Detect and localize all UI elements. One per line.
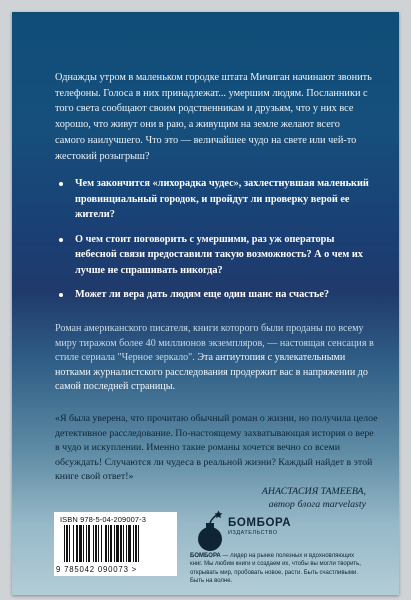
intro-paragraph: Однажды утром в маленьком городке штата Мичиган начинают звонить телефоны. Голоса в них принадлежат... умершим людям. Посланники с того света сообщают своим родственникам и друзьям, что у них все хорошо, что живут они в раю, а живущим на земле желают всего самого наилучшего. Что это — величайшее чудо на свете или чей-то жестокий розыгрыш? [55, 72, 372, 162]
description-highlight: Роман американского писателя, книги которого были проданы по всему миру тиражом более 40 миллионов экземпляров, — настоящая сенсация в стиле сериала "Черное зеркало". [55, 323, 374, 364]
question-text: Может ли вера дать людям еще один шанс на счастье? [75, 289, 330, 301]
quote-author [262, 485, 366, 511]
publisher-logo-text [228, 517, 291, 536]
question-list [55, 176, 377, 311]
publisher-name: БОМБОРА [228, 517, 292, 529]
bullet-icon [59, 182, 63, 186]
question-item [55, 232, 377, 279]
author-role: автор блога marvelasty [268, 499, 366, 511]
review-quote: «Я была уверена, что прочитаю обычный роман о жизни, но получила целое детективное расследование. По-настоящему захватывающая история о вере в чудо и искуплении. Именно такие романы хочется вечно со всеми обсуждать! Случаются ли чудеса в реальной жизни? Каждый найдет в этой книге свой ответ!» [55, 413, 378, 483]
bombora-logo-icon [190, 509, 230, 555]
publisher-tagline: — лидер на рынке полезных и вдохновляющих книг. Мы любим книги и создаем их, чтобы вы могли творить, открывать мир, пробовать новое, расти. Быть счастливыми. Быть на волне. [190, 553, 361, 585]
question-text: О чем стоит поговорить с умершими, раз уж операторы небесной связи предоставили такую возможность? А о чем их лучше не спрашивать никогда? [75, 233, 363, 277]
description-rest: Эта антиутопия с увлекательными нотками журналистского расследования продержит вас в напряжении до самой последней страницы. [55, 352, 368, 393]
question-item [55, 287, 377, 303]
question-text: Чем закончится «лихорадка чудес», захлестнувшая маленький провинциальный городок, и пройдут ли проверку верой ее жители? [75, 178, 369, 221]
question-item [55, 176, 377, 223]
author-name: АНАСТАСИЯ ТАМЕЕВА, [261, 486, 366, 497]
barcode-label [54, 512, 177, 576]
publisher-lead: БОМБОРА [190, 553, 221, 559]
bullet-icon [59, 238, 63, 242]
barcode-icon [64, 525, 170, 562]
description-paragraph [55, 322, 377, 395]
book-back-cover [12, 12, 399, 595]
publisher-subtitle: ИЗДАТЕЛЬСТВО [228, 530, 278, 536]
isbn-text: ISBN 978-5-04-209007-3 [60, 515, 147, 524]
publisher-description [190, 552, 365, 586]
barcode-digits: 9 785042 090073 > [56, 565, 138, 574]
bullet-icon [59, 293, 63, 297]
